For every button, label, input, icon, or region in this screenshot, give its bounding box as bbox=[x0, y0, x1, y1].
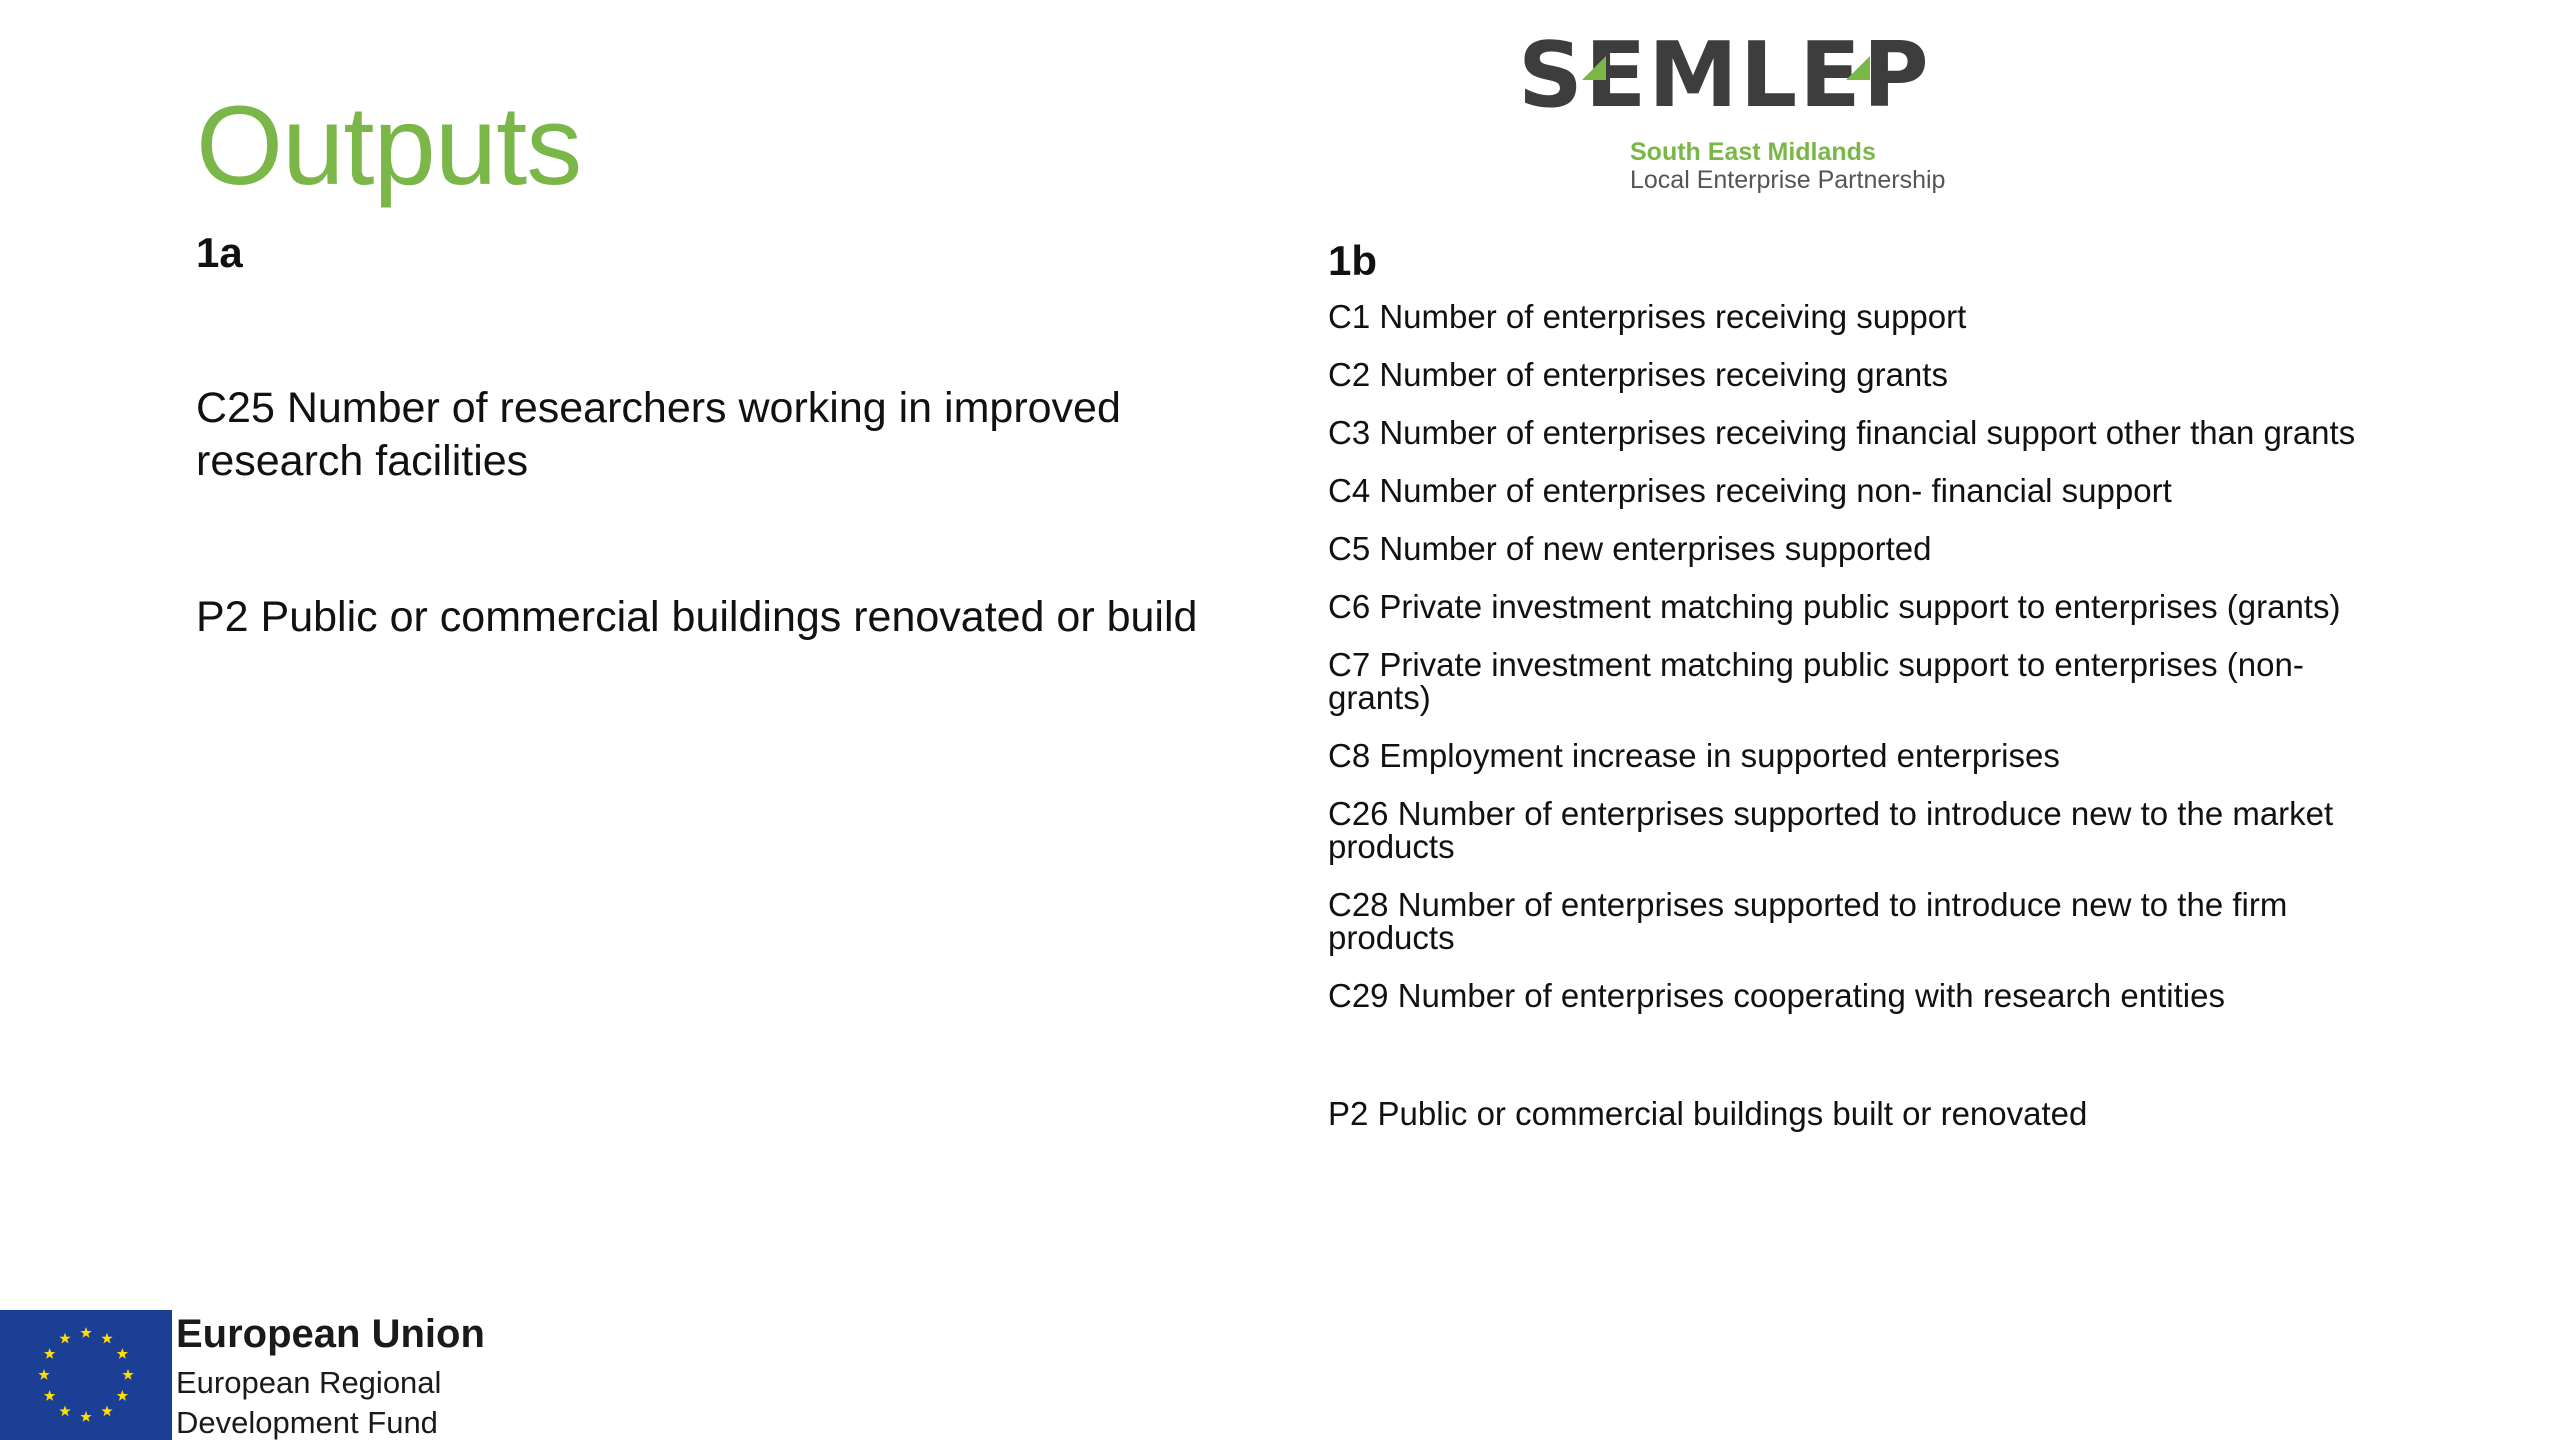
list-item: C5 Number of new enterprises supported bbox=[1328, 530, 1932, 567]
eu-subtitle-1: European Regional bbox=[176, 1365, 442, 1400]
list-item: C2 Number of enterprises receiving grants bbox=[1328, 356, 1948, 393]
list-item-footer: P2 Public or commercial buildings built or renovated bbox=[1328, 1095, 2088, 1132]
list-item: C1 Number of enterprises receiving support bbox=[1328, 298, 1967, 335]
eu-star-icon bbox=[38, 1369, 49, 1380]
eu-star-icon bbox=[80, 1327, 91, 1338]
eu-star-icon bbox=[117, 1348, 128, 1359]
list-item: C28 Number of enterprises supported to introduce new to the firm products bbox=[1328, 886, 2288, 956]
list-item: P2 Public or commercial buildings renovated or build bbox=[196, 593, 1198, 641]
eu-star-icon bbox=[44, 1348, 55, 1359]
semlep-accent-mark-1 bbox=[1582, 56, 1606, 80]
eu-flag bbox=[0, 1310, 172, 1440]
section-heading-1a: 1a bbox=[196, 229, 243, 276]
list-item: C8 Employment increase in supported enterprises bbox=[1328, 737, 2060, 774]
section-1b-list bbox=[1328, 300, 2388, 1155]
eu-stars-icon bbox=[0, 1310, 172, 1440]
list-item: C3 Number of enterprises receiving financial support other than grants bbox=[1328, 414, 2356, 451]
eu-star-icon bbox=[101, 1333, 112, 1344]
eu-star-icon bbox=[101, 1405, 112, 1416]
eu-logo bbox=[0, 1310, 500, 1440]
eu-star-icon bbox=[44, 1390, 55, 1401]
eu-star-icon bbox=[122, 1369, 133, 1380]
section-heading-1b: 1b bbox=[1328, 237, 1378, 284]
list-item: C25 Number of researchers working in improved research facilities bbox=[196, 384, 1121, 485]
list-item: C4 Number of enterprises receiving non- financial support bbox=[1328, 472, 2172, 509]
page-title: Outputs bbox=[196, 83, 582, 208]
eu-star-icon bbox=[59, 1333, 70, 1344]
list-item: C29 Number of enterprises cooperating with research entities bbox=[1328, 977, 2225, 1014]
list-item: C7 Private investment matching public support to enterprises (non-grants) bbox=[1328, 646, 2304, 716]
semlep-tagline-1: South East Midlands bbox=[1630, 138, 1876, 166]
eu-star-icon bbox=[59, 1405, 70, 1416]
semlep-wordmark: SEMLEP bbox=[1518, 23, 1931, 128]
eu-title: European Union bbox=[176, 1312, 485, 1356]
list-item: C6 Private investment matching public support to enterprises (grants) bbox=[1328, 588, 2341, 625]
semlep-tagline-2: Local Enterprise Partnership bbox=[1630, 166, 1946, 194]
list-spacer bbox=[1328, 1037, 2388, 1097]
eu-star-icon bbox=[117, 1390, 128, 1401]
list-item: C26 Number of enterprises supported to introduce new to the market products bbox=[1328, 795, 2334, 865]
eu-subtitle-2: Development Fund bbox=[176, 1405, 438, 1440]
semlep-logo bbox=[1518, 23, 1946, 206]
section-1a-list bbox=[196, 382, 1276, 644]
eu-star-icon bbox=[80, 1411, 91, 1422]
semlep-accent-mark-2 bbox=[1846, 56, 1870, 80]
